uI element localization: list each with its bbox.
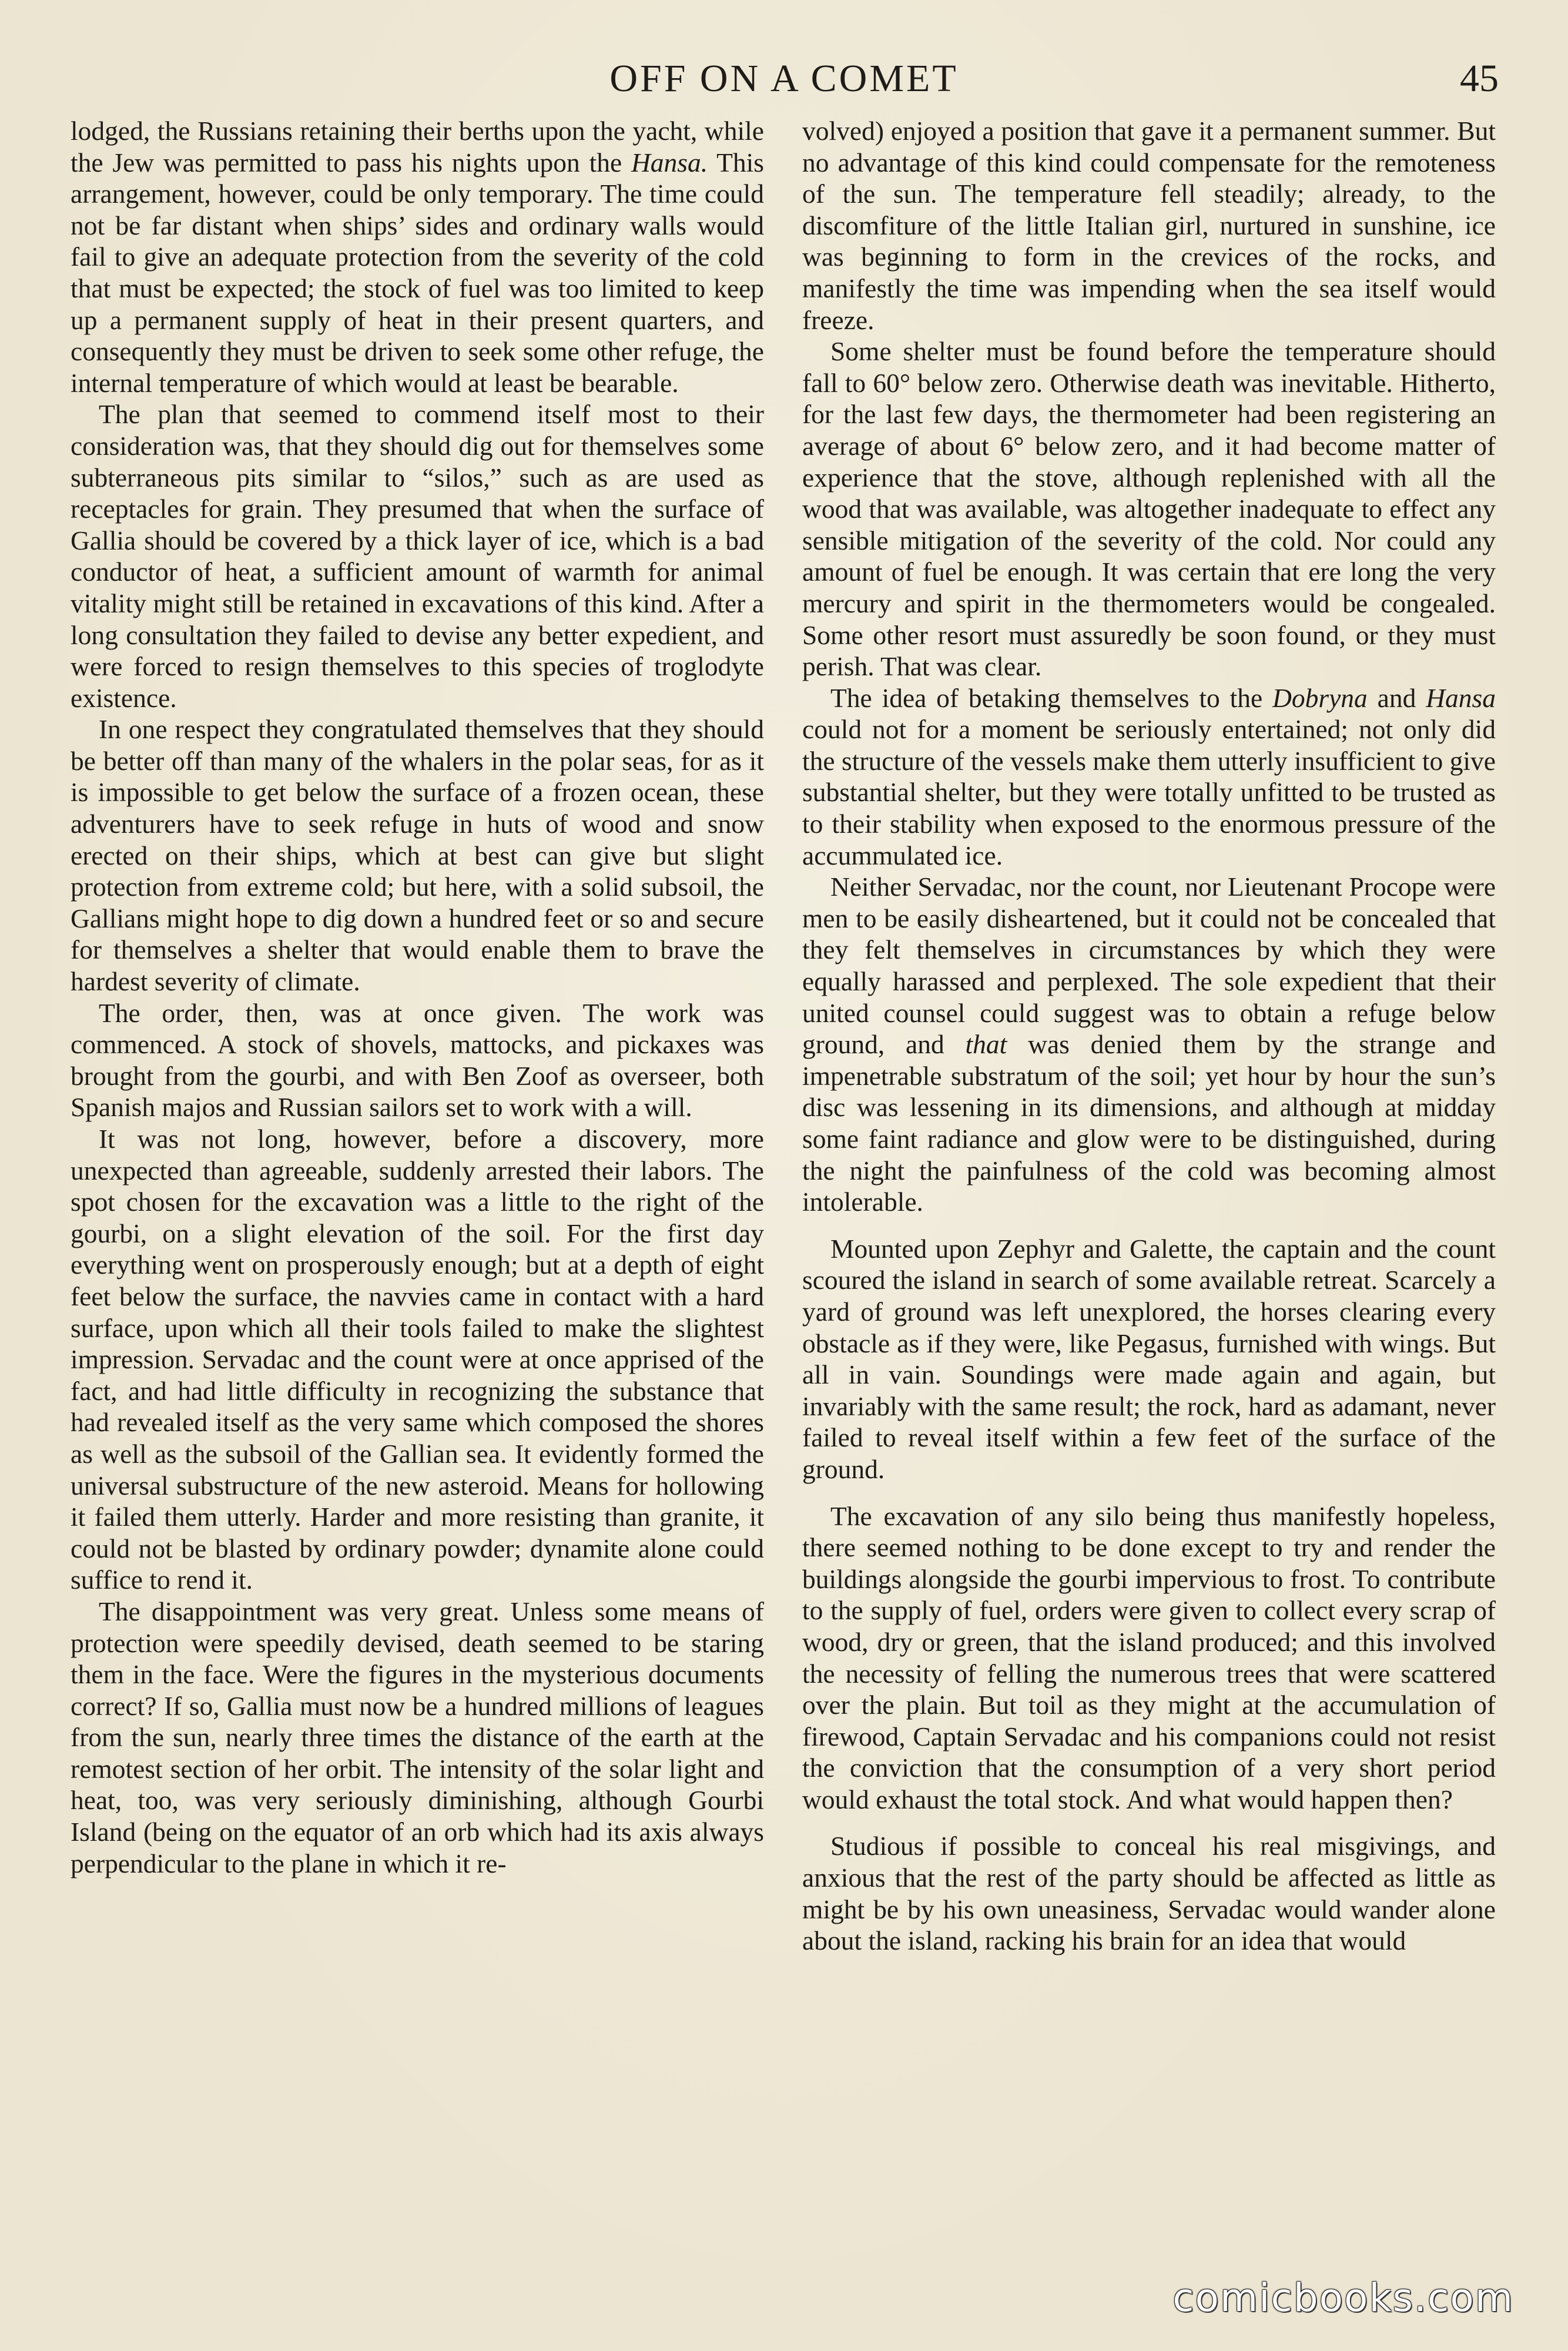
paragraph <box>802 682 1496 872</box>
watermark: comicbooks.com <box>1172 2275 1514 2320</box>
paragraph: The disappointment was very great. Unless some means of protection were speedily devised, death seemed to be staring them in the face. Were the figures in the mysterious documents correct? If so, Gallia must now be a hundred millions of leagues from the sun, nearly three times the distance of the earth at the remotest section of her orbit. The intensity of the solar light and heat, too, was very seriously diminishing, although Gourbi Island (being on the equator of an orb which had its axis always perpendicular to the plane in which it re- <box>71 1596 764 1878</box>
paragraph-text: was denied them by the strange and impenetrable substratum of the soil; yet hour by hour the sun’s disc was lessening in its dimensions, and although at midday some faint radiance and glow were to be distinguished, during the night the painfulness of the cold was becoming almost intolerable. <box>802 1029 1496 1217</box>
paragraph: In one respect they congratulated themselves that they should be better off than many of the whalers in the polar seas, for as it is impossible to get below the surface of a frozen ocean, these adventurers have to seek refuge in huts of wood and snow erected on their ships, which at best can give but slight protection from extreme cold; but here, with a solid subsoil, the Gallians might hope to dig down a hundred feet or so and secure for themselves a shelter that would enable them to brave the hardest severity of climate. <box>71 714 764 997</box>
left-column <box>71 115 764 2290</box>
paragraph <box>802 871 1496 1218</box>
paragraph: Studious if possible to conceal his real misgivings, and anxious that the rest of the party should be affected as little as might be by his own uneasiness, Servadac would wander alone about the island, racking his brain for an idea that would <box>802 1831 1496 1956</box>
paragraph-text: The idea of betaking themselves to the <box>830 682 1273 713</box>
paragraph <box>71 115 764 398</box>
running-title: OFF ON A COMET <box>609 57 959 100</box>
paragraph: The excavation of any silo being thus manifestly hopeless, there seemed nothing to be done except to try and render the buildings alongside the gourbi impervious to frost. To contribute to the supply of fuel, orders were given to collect every scrap of wood, dry or green, that the island produced; and this involved the necessity of felling the numerous trees that were scattered over the plain. But toil as they might at the accumulation of firewood, Captain Servadac and his companions could not resist the conviction that the consumption of a very short period would exhaust the total stock. And what would happen then? <box>802 1501 1496 1814</box>
paragraph: Some shelter must be found before the temperature should fall to 60° below zero. Otherwise death was inevitable. Hitherto, for the last few days, the thermometer had been registering an average of about 6° below zero, and it had become matter of experience that the stove, although replenished with all the wood that was available, was altogether inadequate to effect any sensible mitigation of the severity of the cold. Nor could any amount of fuel be enough. It was certain that ere long the very mercury and spirit in the thermometers would be congealed. Some other resort must assuredly be soon found, or they must perish. That was clear. <box>802 336 1496 682</box>
paragraph-text: Neither Servadac, nor the count, nor Lieutenant Procope were men to be easily disheartened, but it could not be concealed that they felt themselves in circumstances by which they were equally harassed and perplexed. The sole expedient that their united counsel could suggest was to obtain a refuge below ground, and <box>802 872 1496 1060</box>
page-number: 45 <box>1460 57 1499 100</box>
paragraph-text: This arrangement, however, could be only temporary. The time could not be far distant when ships’ sides and ordinary walls would fail to give an adequate protection from the severity of the cold that must be expected; the stock of fuel was too limited to keep up a permanent supply of heat in their present quarters, and consequently they must be driven to seek some other refuge, the internal temperature of which would at least be bearable. <box>71 147 764 398</box>
paragraph: Mounted upon Zephyr and Galette, the captain and the count scoured the island in search of some available retreat. Scarcely a yard of ground was left unexplored, the horses clearing every obstacle as if they were, like Pegasus, furnished with wings. But all in vain. Soundings were made again and again, but invariably with the same result; the rock, hard as adamant, never failed to reveal itself within a few feet of the surface of the ground. <box>802 1233 1496 1484</box>
italic-ship-name: Hansa. <box>631 147 708 178</box>
paragraph: The order, then, was at once given. The work was commenced. A stock of shovels, mattocks, and pickaxes was brought from the gourbi, and with Ben Zoof as overseer, both Spanish majos and Russian sailors set to work with a will. <box>71 997 764 1123</box>
paragraph: volved) enjoyed a position that gave it a permanent summer. But no advantage of this kind could compensate for the remoteness of the sun. The temperature fell steadily; already, to the discomfiture of the little Italian girl, nurtured in sunshine, ice was beginning to form in the crevices of the rocks, and manifestly the time was impending when the sea itself would freeze. <box>802 116 1496 335</box>
paragraph-text: could not for a moment be seriously entertained; not only did the structure of the vessels make them utterly insufficient to give substantial shelter, but they were totally unfitted to be trusted as to their stability when exposed to the enormous pressure of the accummulated ice. <box>802 714 1496 870</box>
paragraph: It was not long, however, before a discovery, more unexpected than agreeable, suddenly arrested their labors. The spot chosen for the excavation was a little to the right of the gourbi, on a slight elevation of the soil. For the first day everything went on prosperously enough; but at a depth of eight feet below the surface, the navvies came in contact with a hard surface, upon which all their tools failed to make the slightest impression. Servadac and the count were at once apprised of the fact, and had little difficulty in recognizing the substance that had revealed itself as the very same which composed the shores as well as the subsoil of the Gallian sea. It evidently formed the universal substructure of the new asteroid. Means for hollowing it failed them utterly. Harder and more resisting than granite, it could not be blasted by ordinary powder; dynamite alone could suffice to rend it. <box>71 1124 764 1595</box>
italic-ship-name: Hansa <box>1426 682 1496 713</box>
right-column <box>802 115 1496 2290</box>
italic-emphasis: that <box>965 1029 1007 1060</box>
running-head <box>0 56 1568 121</box>
italic-ship-name: Dobryna <box>1272 682 1368 713</box>
paragraph: The plan that seemed to commend itself most to their consideration was, that they should dig out for themselves some subterraneous pits similar to “silos,” such as are used as receptacles for grain. They presumed that when the surface of Gallia should be covered by a thick layer of ice, which is a bad conductor of heat, a sufficient amount of warmth for animal vitality might still be retained in excavations of this kind. After a long consultation they failed to devise any better expedient, and were forced to resign themselves to this species of troglodyte existence. <box>71 399 764 713</box>
paragraph-text: and <box>1367 682 1426 713</box>
paragraph-text: lodged, the Russians retaining their berths upon the yacht, while the Jew was permitted to pass his nights upon the <box>71 116 764 178</box>
